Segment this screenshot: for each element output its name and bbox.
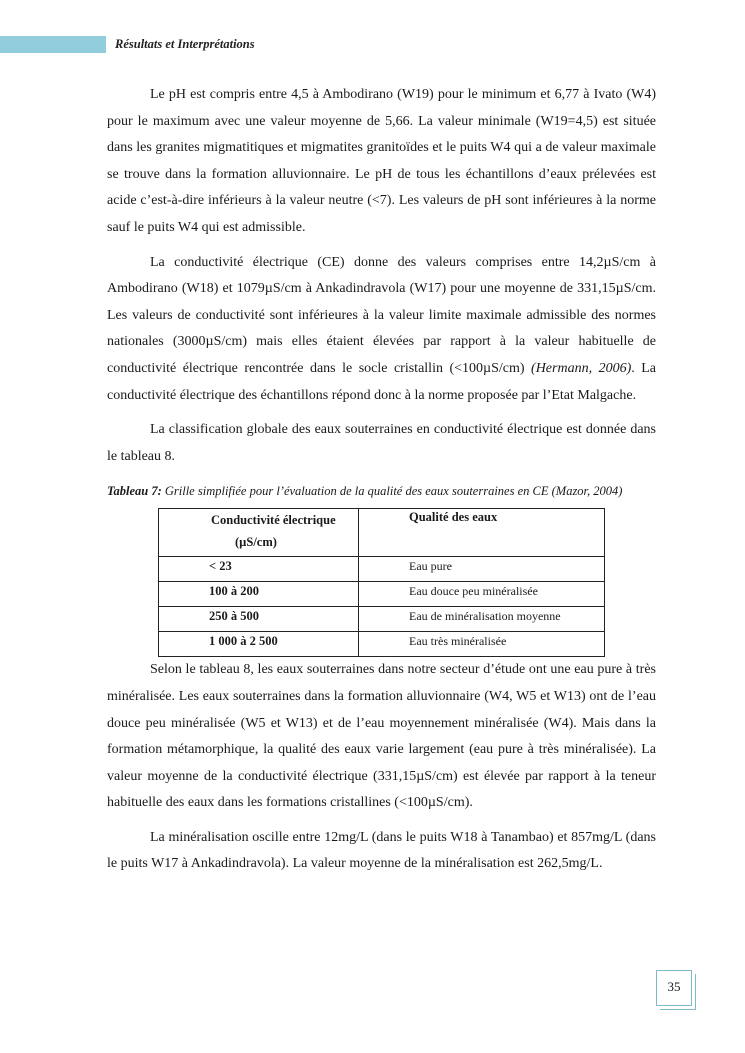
running-header: Résultats et Interprétations [115, 37, 255, 51]
paragraph-table-interpretation: Selon le tableau 8, les eaux souterraines dans notre secteur d’étude ont une eau pure à très minéralisée. Les eaux souterraines dans la formation alluvionnaire (W4, W5 et W13) ont de l’eau douce peu minéralisée (W5 et W13) et de l’eau moyennement minéralisée (W4). Mais dans la formation métamorphique, la qualité des eaux varie largement (eau pure à très minéralisée). La valeur moyenne de la conductivité électrique (331,15µS/cm) est élevée par rapport à la teneur habituelle des eaux dans les formations cristallines (<100µS/cm). [107, 662, 656, 811]
table-row [159, 582, 605, 607]
table-row [159, 607, 605, 632]
table-header-row [159, 509, 605, 557]
paragraph-ph: Le pH est compris entre 4,5 à Ambodirano (W19) pour le minimum et 6,77 à Ivato (W4) pour le maximum avec une valeur moyenne de 5,66. La valeur minimale (W19=4,5) est située dans les granites migmatitiques et migmatites granitoïdes et le puits W4 qui a de valeur maximale se trouve dans la formation alluvionnaire. Le pH de tous les échantillons d’eaux prélevées est acide c’est-à-dire inférieurs à la valeur neutre (<7). Les valeurs de pH sont inférieures à la norme sauf le puits W4 qui est admissible. [107, 87, 656, 235]
table-cell-ce: < 23 [159, 557, 359, 582]
paragraph-mineralisation: La minéralisation oscille entre 12mg/L (dans le puits W18 à Tanambao) et 857mg/L (dans le puits W17 à Ankadindravola). La valeur moyenne de la minéralisation est 262,5mg/L. [107, 829, 656, 872]
table-cell-quality: Eau pure [359, 557, 605, 582]
table-cell-ce: 100 à 200 [159, 582, 359, 607]
table-header-quality: Qualité des eaux [359, 509, 605, 557]
paragraph-conductivity-end: . La conductivité électrique des échantillons répond donc à la norme proposée par l’Etat Malgache. [107, 360, 657, 403]
citation-hermann: (Hermann, 2006) [531, 360, 632, 376]
paragraph-conductivity [107, 250, 656, 410]
header-band [0, 36, 106, 53]
conductivity-table [158, 508, 605, 657]
table-cell-quality: Eau de minéralisation moyenne [359, 607, 605, 632]
table-header-unit: (µS/cm) [235, 535, 277, 550]
table-caption-text: Grille simplifiée pour l’évaluation de la qualité des eaux souterraines en CE (Mazor, 2004) [161, 484, 623, 499]
table-cell-ce: 1 000 à 2 500 [159, 632, 359, 657]
page-body [107, 82, 656, 878]
table-cell-quality: Eau très minéralisée [359, 632, 605, 657]
paragraph-classification: La classification globale des eaux souterraines en conductivité électrique est donnée dans le tableau 8. [107, 422, 656, 464]
table-header-conductivity [159, 509, 359, 557]
table-caption-label: Tableau 7: [107, 484, 162, 499]
table-row [159, 632, 605, 657]
paragraph-conductivity-text: La conductivité électrique (CE) donne des valeurs comprises entre 14,2µS/cm à Ambodirano (W18) et 1079µS/cm à Ankadindravola (W17) pour une moyenne de 331,15µS/cm. Les valeurs de conductivité sont inférieures à la valeur limite maximale admissible des normes nationales (3000µS/cm) mais elles étaient élevées par rapport à la valeur habituelle de conductivité électrique rencontrée dans le socle cristallin (<100µS/cm) [107, 254, 656, 376]
table-caption [107, 480, 656, 502]
table-header-conductivity-label: Conductivité électrique [211, 513, 336, 528]
table-cell-ce: 250 à 500 [159, 607, 359, 632]
table-cell-quality: Eau douce peu minéralisée [359, 582, 605, 607]
table-row [159, 557, 605, 582]
page-number: 35 [656, 970, 692, 1006]
